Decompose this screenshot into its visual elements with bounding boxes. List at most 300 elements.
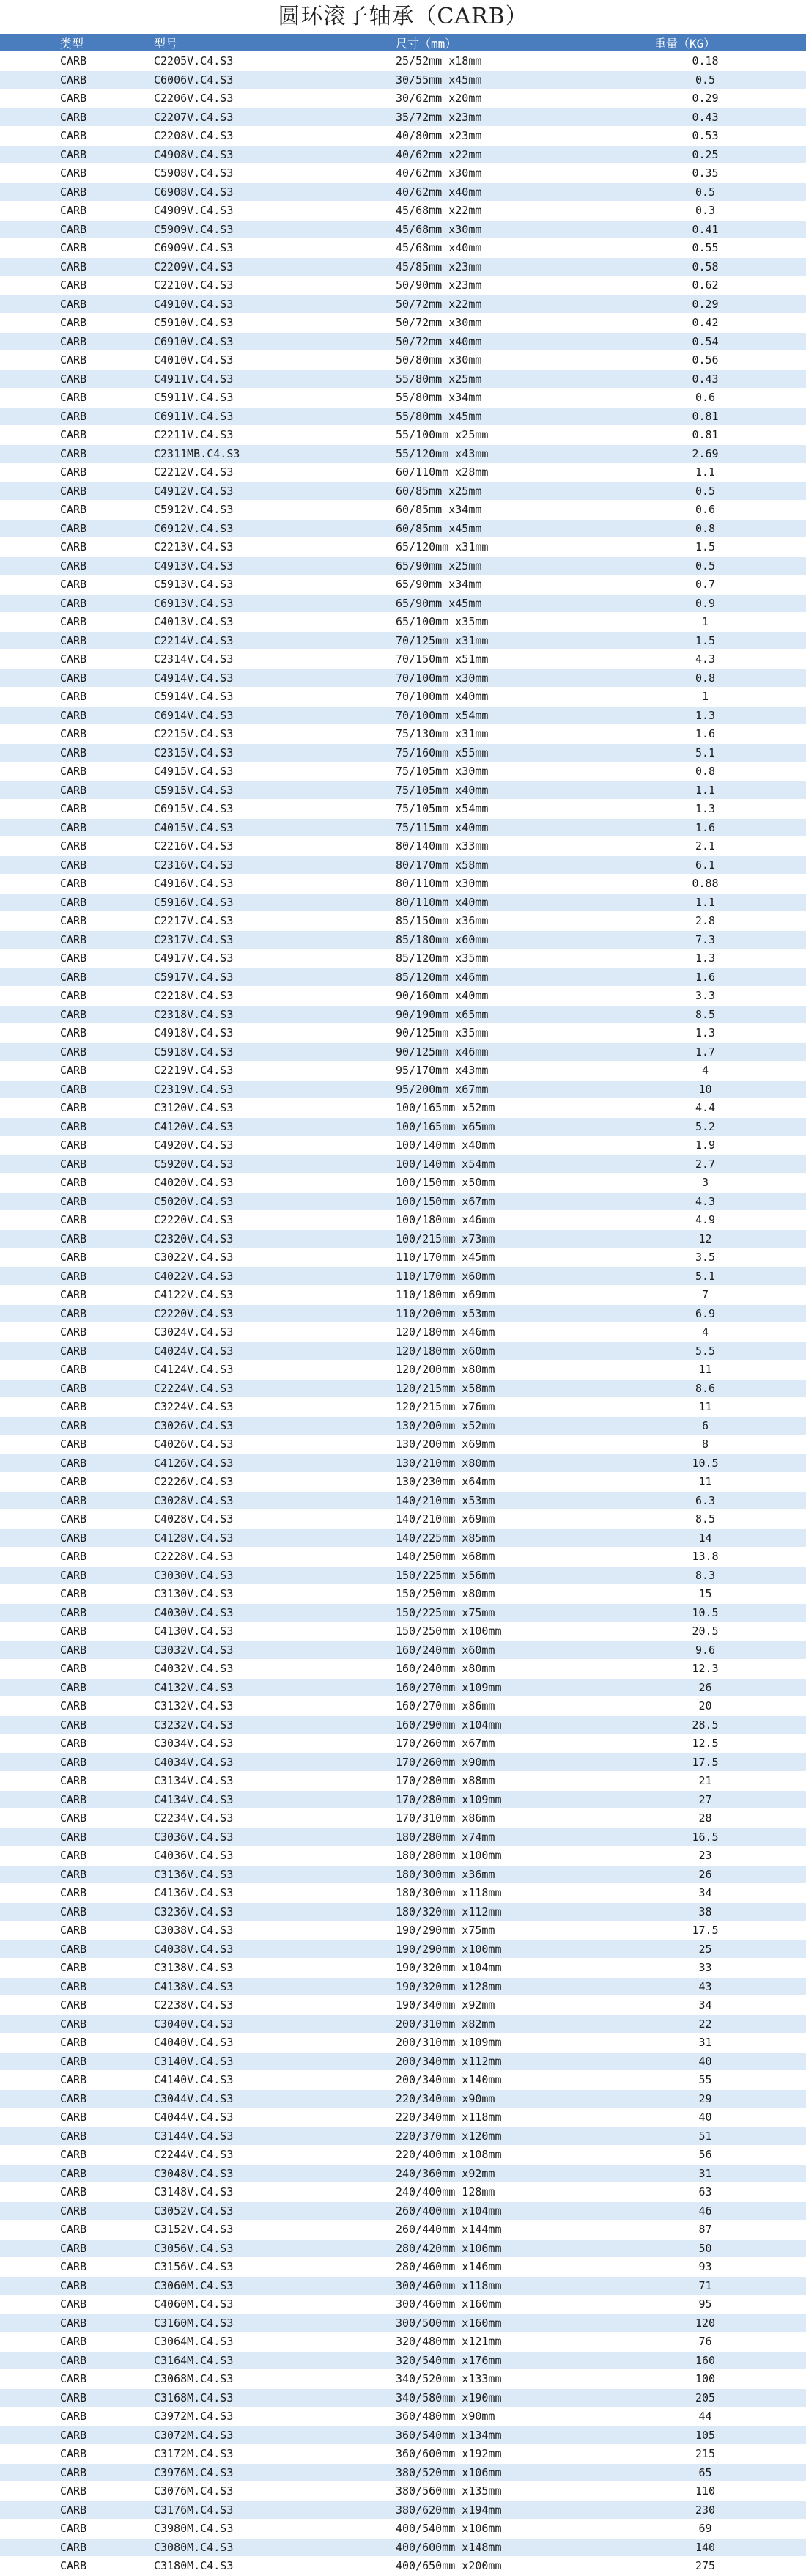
- weight-cell[interactable]: 27: [648, 1790, 806, 1809]
- type-cell[interactable]: CARB: [0, 145, 154, 164]
- model-cell[interactable]: C4136V.C4.S3: [154, 1884, 396, 1903]
- type-cell[interactable]: CARB: [0, 1772, 154, 1791]
- size-cell[interactable]: 60/85mm x45mm: [396, 519, 648, 538]
- weight-cell[interactable]: 6.3: [648, 1491, 806, 1510]
- type-cell[interactable]: CARB: [0, 1585, 154, 1604]
- model-cell[interactable]: C2311MB.C4.S3: [154, 444, 396, 463]
- type-cell[interactable]: CARB: [0, 2370, 154, 2389]
- weight-cell[interactable]: 20: [648, 1697, 806, 1716]
- weight-cell[interactable]: 1.3: [648, 706, 806, 725]
- weight-cell[interactable]: 33: [648, 1959, 806, 1978]
- model-cell[interactable]: C3076M.C4.S3: [154, 2482, 396, 2501]
- weight-cell[interactable]: 9.6: [648, 1641, 806, 1660]
- size-cell[interactable]: 190/290mm x100mm: [396, 1940, 648, 1959]
- type-cell[interactable]: CARB: [0, 202, 154, 221]
- model-cell[interactable]: C2320V.C4.S3: [154, 1229, 396, 1248]
- type-cell[interactable]: CARB: [0, 1510, 154, 1529]
- type-cell[interactable]: CARB: [0, 1211, 154, 1230]
- size-cell[interactable]: 220/370mm x120mm: [396, 2127, 648, 2146]
- type-cell[interactable]: CARB: [0, 1398, 154, 1417]
- size-cell[interactable]: 160/270mm x109mm: [396, 1678, 648, 1697]
- weight-cell[interactable]: 3.5: [648, 1248, 806, 1267]
- model-cell[interactable]: C4038V.C4.S3: [154, 1940, 396, 1959]
- type-cell[interactable]: CARB: [0, 519, 154, 538]
- weight-cell[interactable]: 12.5: [648, 1734, 806, 1753]
- size-cell[interactable]: 85/150mm x36mm: [396, 912, 648, 931]
- weight-cell[interactable]: 4.3: [648, 650, 806, 669]
- weight-cell[interactable]: 11: [648, 1398, 806, 1417]
- type-cell[interactable]: CARB: [0, 1323, 154, 1342]
- size-cell[interactable]: 170/260mm x90mm: [396, 1753, 648, 1772]
- model-cell[interactable]: C2213V.C4.S3: [154, 538, 396, 557]
- model-cell[interactable]: C4126V.C4.S3: [154, 1454, 396, 1473]
- size-cell[interactable]: 50/80mm x30mm: [396, 351, 648, 370]
- weight-cell[interactable]: 29: [648, 2089, 806, 2108]
- weight-cell[interactable]: 26: [648, 1865, 806, 1884]
- size-cell[interactable]: 45/68mm x22mm: [396, 202, 648, 221]
- size-cell[interactable]: 120/180mm x60mm: [396, 1342, 648, 1361]
- type-cell[interactable]: CARB: [0, 1697, 154, 1716]
- weight-cell[interactable]: 34: [648, 1884, 806, 1903]
- weight-cell[interactable]: 1: [648, 613, 806, 632]
- model-cell[interactable]: C4915V.C4.S3: [154, 762, 396, 781]
- type-cell[interactable]: CARB: [0, 89, 154, 108]
- type-cell[interactable]: CARB: [0, 1603, 154, 1622]
- type-cell[interactable]: CARB: [0, 1940, 154, 1959]
- size-cell[interactable]: 80/110mm x40mm: [396, 893, 648, 912]
- size-cell[interactable]: 140/225mm x85mm: [396, 1528, 648, 1548]
- type-cell[interactable]: CARB: [0, 1678, 154, 1697]
- type-cell[interactable]: CARB: [0, 2426, 154, 2445]
- model-cell[interactable]: C2224V.C4.S3: [154, 1379, 396, 1398]
- model-cell[interactable]: C2238V.C4.S3: [154, 1996, 396, 2015]
- type-cell[interactable]: CARB: [0, 2314, 154, 2333]
- weight-cell[interactable]: 0.5: [648, 70, 806, 89]
- size-cell[interactable]: 200/310mm x82mm: [396, 2014, 648, 2034]
- type-cell[interactable]: CARB: [0, 2034, 154, 2053]
- type-cell[interactable]: CARB: [0, 743, 154, 762]
- type-cell[interactable]: CARB: [0, 2127, 154, 2146]
- model-cell[interactable]: C3080M.C4.S3: [154, 2538, 396, 2557]
- type-cell[interactable]: CARB: [0, 1117, 154, 1136]
- size-cell[interactable]: 220/340mm x90mm: [396, 2089, 648, 2108]
- type-cell[interactable]: CARB: [0, 688, 154, 707]
- weight-cell[interactable]: 31: [648, 2034, 806, 2053]
- size-cell[interactable]: 160/240mm x60mm: [396, 1641, 648, 1660]
- weight-cell[interactable]: 21: [648, 1772, 806, 1791]
- weight-cell[interactable]: 160: [648, 2351, 806, 2370]
- weight-cell[interactable]: 230: [648, 2500, 806, 2520]
- weight-cell[interactable]: 55: [648, 2071, 806, 2090]
- type-cell[interactable]: CARB: [0, 2445, 154, 2464]
- model-cell[interactable]: C5909V.C4.S3: [154, 220, 396, 239]
- model-cell[interactable]: C2214V.C4.S3: [154, 631, 396, 650]
- size-cell[interactable]: 320/480mm x121mm: [396, 2333, 648, 2352]
- size-cell[interactable]: 80/140mm x33mm: [396, 837, 648, 856]
- size-cell[interactable]: 55/100mm x25mm: [396, 426, 648, 445]
- type-cell[interactable]: CARB: [0, 2500, 154, 2520]
- weight-cell[interactable]: 17.5: [648, 1921, 806, 1940]
- model-cell[interactable]: C3120V.C4.S3: [154, 1099, 396, 1118]
- size-cell[interactable]: 110/200mm x53mm: [396, 1304, 648, 1323]
- model-cell[interactable]: C3044V.C4.S3: [154, 2089, 396, 2108]
- size-cell[interactable]: 150/225mm x75mm: [396, 1603, 648, 1622]
- size-cell[interactable]: 160/270mm x86mm: [396, 1697, 648, 1716]
- size-cell[interactable]: 55/80mm x45mm: [396, 407, 648, 426]
- weight-cell[interactable]: 13.8: [648, 1548, 806, 1567]
- size-cell[interactable]: 45/68mm x30mm: [396, 220, 648, 239]
- type-cell[interactable]: CARB: [0, 1790, 154, 1809]
- model-cell[interactable]: C4020V.C4.S3: [154, 1174, 396, 1193]
- type-cell[interactable]: CARB: [0, 556, 154, 575]
- weight-cell[interactable]: 3: [648, 1174, 806, 1193]
- weight-cell[interactable]: 1: [648, 688, 806, 707]
- weight-cell[interactable]: 87: [648, 2220, 806, 2240]
- weight-cell[interactable]: 1.1: [648, 463, 806, 482]
- model-cell[interactable]: C2208V.C4.S3: [154, 127, 396, 146]
- model-cell[interactable]: C5911V.C4.S3: [154, 389, 396, 408]
- size-cell[interactable]: 70/100mm x54mm: [396, 706, 648, 725]
- model-cell[interactable]: C2317V.C4.S3: [154, 930, 396, 949]
- type-cell[interactable]: CARB: [0, 1304, 154, 1323]
- weight-cell[interactable]: 1.5: [648, 631, 806, 650]
- type-cell[interactable]: CARB: [0, 1379, 154, 1398]
- type-cell[interactable]: CARB: [0, 407, 154, 426]
- size-cell[interactable]: 190/320mm x128mm: [396, 1977, 648, 1996]
- model-cell[interactable]: C6910V.C4.S3: [154, 332, 396, 351]
- size-cell[interactable]: 110/180mm x69mm: [396, 1286, 648, 1305]
- size-cell[interactable]: 75/105mm x30mm: [396, 762, 648, 781]
- size-cell[interactable]: 100/165mm x65mm: [396, 1117, 648, 1136]
- model-cell[interactable]: C4040V.C4.S3: [154, 2034, 396, 2053]
- model-cell[interactable]: C4060M.C4.S3: [154, 2295, 396, 2314]
- size-cell[interactable]: 35/72mm x23mm: [396, 108, 648, 127]
- size-cell[interactable]: 300/500mm x160mm: [396, 2314, 648, 2333]
- type-cell[interactable]: CARB: [0, 295, 154, 314]
- model-cell[interactable]: C4036V.C4.S3: [154, 1847, 396, 1866]
- model-cell[interactable]: C3236V.C4.S3: [154, 1902, 396, 1921]
- model-cell[interactable]: C5912V.C4.S3: [154, 501, 396, 520]
- model-cell[interactable]: C5908V.C4.S3: [154, 164, 396, 183]
- type-cell[interactable]: CARB: [0, 650, 154, 669]
- model-cell[interactable]: C6908V.C4.S3: [154, 183, 396, 202]
- model-cell[interactable]: C5020V.C4.S3: [154, 1192, 396, 1211]
- weight-cell[interactable]: 0.5: [648, 482, 806, 501]
- weight-cell[interactable]: 26: [648, 1678, 806, 1697]
- type-cell[interactable]: CARB: [0, 389, 154, 408]
- type-cell[interactable]: CARB: [0, 631, 154, 650]
- size-cell[interactable]: 70/100mm x40mm: [396, 688, 648, 707]
- size-cell[interactable]: 70/125mm x31mm: [396, 631, 648, 650]
- weight-cell[interactable]: 12.3: [648, 1660, 806, 1679]
- weight-cell[interactable]: 0.81: [648, 426, 806, 445]
- size-cell[interactable]: 200/310mm x109mm: [396, 2034, 648, 2053]
- size-cell[interactable]: 140/210mm x69mm: [396, 1510, 648, 1529]
- size-cell[interactable]: 70/150mm x51mm: [396, 650, 648, 669]
- weight-cell[interactable]: 11: [648, 1473, 806, 1492]
- model-cell[interactable]: C4912V.C4.S3: [154, 482, 396, 501]
- model-cell[interactable]: C2206V.C4.S3: [154, 89, 396, 108]
- weight-cell[interactable]: 1.6: [648, 968, 806, 987]
- type-cell[interactable]: CARB: [0, 1099, 154, 1118]
- model-cell[interactable]: C3072M.C4.S3: [154, 2426, 396, 2445]
- weight-cell[interactable]: 8: [648, 1435, 806, 1454]
- weight-cell[interactable]: 6.9: [648, 1304, 806, 1323]
- weight-cell[interactable]: 65: [648, 2463, 806, 2482]
- model-cell[interactable]: C2211V.C4.S3: [154, 426, 396, 445]
- type-cell[interactable]: CARB: [0, 762, 154, 781]
- model-cell[interactable]: C3148V.C4.S3: [154, 2183, 396, 2202]
- model-cell[interactable]: C3160M.C4.S3: [154, 2314, 396, 2333]
- model-cell[interactable]: C3156V.C4.S3: [154, 2258, 396, 2277]
- weight-cell[interactable]: 0.5: [648, 183, 806, 202]
- type-cell[interactable]: CARB: [0, 482, 154, 501]
- size-cell[interactable]: 180/300mm x36mm: [396, 1865, 648, 1884]
- weight-cell[interactable]: 0.53: [648, 127, 806, 146]
- weight-cell[interactable]: 0.41: [648, 220, 806, 239]
- weight-cell[interactable]: 0.43: [648, 369, 806, 389]
- weight-cell[interactable]: 11: [648, 1361, 806, 1380]
- size-cell[interactable]: 190/290mm x75mm: [396, 1921, 648, 1940]
- weight-cell[interactable]: 6.1: [648, 855, 806, 875]
- type-cell[interactable]: CARB: [0, 1435, 154, 1454]
- model-cell[interactable]: C4015V.C4.S3: [154, 818, 396, 837]
- model-cell[interactable]: C5914V.C4.S3: [154, 688, 396, 707]
- model-cell[interactable]: C6911V.C4.S3: [154, 407, 396, 426]
- type-cell[interactable]: CARB: [0, 2407, 154, 2426]
- size-cell[interactable]: 180/300mm x118mm: [396, 1884, 648, 1903]
- type-cell[interactable]: CARB: [0, 2258, 154, 2277]
- weight-cell[interactable]: 4.4: [648, 1099, 806, 1118]
- size-cell[interactable]: 60/85mm x34mm: [396, 501, 648, 520]
- weight-cell[interactable]: 7: [648, 1286, 806, 1305]
- model-cell[interactable]: C2318V.C4.S3: [154, 1005, 396, 1024]
- type-cell[interactable]: CARB: [0, 257, 154, 276]
- weight-cell[interactable]: 28.5: [648, 1715, 806, 1734]
- model-cell[interactable]: C3980M.C4.S3: [154, 2520, 396, 2539]
- type-cell[interactable]: CARB: [0, 538, 154, 557]
- size-cell[interactable]: 75/105mm x54mm: [396, 800, 648, 819]
- size-cell[interactable]: 170/280mm x109mm: [396, 1790, 648, 1809]
- weight-cell[interactable]: 40: [648, 2052, 806, 2071]
- model-cell[interactable]: C4022V.C4.S3: [154, 1267, 396, 1286]
- type-cell[interactable]: CARB: [0, 1192, 154, 1211]
- type-cell[interactable]: CARB: [0, 818, 154, 837]
- model-cell[interactable]: C6913V.C4.S3: [154, 594, 396, 613]
- type-cell[interactable]: CARB: [0, 875, 154, 894]
- type-cell[interactable]: CARB: [0, 968, 154, 987]
- model-cell[interactable]: C2212V.C4.S3: [154, 463, 396, 482]
- weight-cell[interactable]: 140: [648, 2538, 806, 2557]
- size-cell[interactable]: 40/62mm x30mm: [396, 164, 648, 183]
- type-cell[interactable]: CARB: [0, 1342, 154, 1361]
- weight-cell[interactable]: 0.3: [648, 202, 806, 221]
- type-cell[interactable]: CARB: [0, 1005, 154, 1024]
- type-cell[interactable]: CARB: [0, 1155, 154, 1174]
- size-cell[interactable]: 65/90mm x34mm: [396, 575, 648, 595]
- model-cell[interactable]: C5913V.C4.S3: [154, 575, 396, 595]
- size-cell[interactable]: 140/250mm x68mm: [396, 1548, 648, 1567]
- size-cell[interactable]: 100/150mm x67mm: [396, 1192, 648, 1211]
- model-cell[interactable]: C3030V.C4.S3: [154, 1566, 396, 1585]
- size-cell[interactable]: 85/120mm x46mm: [396, 968, 648, 987]
- weight-cell[interactable]: 8.5: [648, 1510, 806, 1529]
- weight-cell[interactable]: 2.1: [648, 837, 806, 856]
- weight-cell[interactable]: 46: [648, 2201, 806, 2220]
- type-cell[interactable]: CARB: [0, 2276, 154, 2295]
- model-cell[interactable]: C2219V.C4.S3: [154, 1061, 396, 1081]
- model-cell[interactable]: C2315V.C4.S3: [154, 743, 396, 762]
- type-cell[interactable]: CARB: [0, 332, 154, 351]
- type-cell[interactable]: CARB: [0, 930, 154, 949]
- model-cell[interactable]: C3068M.C4.S3: [154, 2370, 396, 2389]
- model-cell[interactable]: C6914V.C4.S3: [154, 706, 396, 725]
- size-cell[interactable]: 75/160mm x55mm: [396, 743, 648, 762]
- weight-cell[interactable]: 105: [648, 2426, 806, 2445]
- model-cell[interactable]: C4138V.C4.S3: [154, 1977, 396, 1996]
- size-cell[interactable]: 100/140mm x40mm: [396, 1136, 648, 1155]
- size-cell[interactable]: 100/140mm x54mm: [396, 1155, 648, 1174]
- type-cell[interactable]: CARB: [0, 463, 154, 482]
- size-cell[interactable]: 65/90mm x45mm: [396, 594, 648, 613]
- model-cell[interactable]: C4917V.C4.S3: [154, 949, 396, 968]
- size-cell[interactable]: 100/180mm x46mm: [396, 1211, 648, 1230]
- model-cell[interactable]: C4028V.C4.S3: [154, 1510, 396, 1529]
- model-cell[interactable]: C2319V.C4.S3: [154, 1080, 396, 1099]
- weight-cell[interactable]: 0.6: [648, 501, 806, 520]
- model-cell[interactable]: C6909V.C4.S3: [154, 239, 396, 258]
- type-cell[interactable]: CARB: [0, 1977, 154, 1996]
- weight-cell[interactable]: 5.1: [648, 743, 806, 762]
- size-cell[interactable]: 30/55mm x45mm: [396, 70, 648, 89]
- weight-cell[interactable]: 1.6: [648, 818, 806, 837]
- model-cell[interactable]: C4122V.C4.S3: [154, 1286, 396, 1305]
- weight-cell[interactable]: 8.6: [648, 1379, 806, 1398]
- type-cell[interactable]: CARB: [0, 1959, 154, 1978]
- weight-cell[interactable]: 0.8: [648, 669, 806, 688]
- type-cell[interactable]: CARB: [0, 1548, 154, 1567]
- size-cell[interactable]: 110/170mm x45mm: [396, 1248, 648, 1267]
- model-cell[interactable]: C4908V.C4.S3: [154, 145, 396, 164]
- weight-cell[interactable]: 28: [648, 1809, 806, 1828]
- model-cell[interactable]: C3176M.C4.S3: [154, 2500, 396, 2520]
- size-cell[interactable]: 60/110mm x28mm: [396, 463, 648, 482]
- size-cell[interactable]: 150/225mm x56mm: [396, 1566, 648, 1585]
- weight-cell[interactable]: 0.8: [648, 519, 806, 538]
- model-cell[interactable]: C4132V.C4.S3: [154, 1678, 396, 1697]
- type-cell[interactable]: CARB: [0, 1809, 154, 1828]
- weight-cell[interactable]: 0.29: [648, 89, 806, 108]
- size-cell[interactable]: 170/260mm x67mm: [396, 1734, 648, 1753]
- size-cell[interactable]: 130/230mm x64mm: [396, 1473, 648, 1492]
- weight-cell[interactable]: 0.18: [648, 52, 806, 71]
- weight-cell[interactable]: 110: [648, 2482, 806, 2501]
- type-cell[interactable]: CARB: [0, 164, 154, 183]
- size-cell[interactable]: 190/340mm x92mm: [396, 1996, 648, 2015]
- model-cell[interactable]: C2217V.C4.S3: [154, 912, 396, 931]
- type-cell[interactable]: CARB: [0, 1884, 154, 1903]
- type-cell[interactable]: CARB: [0, 912, 154, 931]
- size-cell[interactable]: 85/120mm x35mm: [396, 949, 648, 968]
- weight-cell[interactable]: 0.58: [648, 257, 806, 276]
- type-cell[interactable]: CARB: [0, 613, 154, 632]
- size-cell[interactable]: 50/72mm x22mm: [396, 295, 648, 314]
- model-cell[interactable]: C2220V.C4.S3: [154, 1304, 396, 1323]
- weight-cell[interactable]: 120: [648, 2314, 806, 2333]
- size-cell[interactable]: 45/85mm x23mm: [396, 257, 648, 276]
- model-cell[interactable]: C3136V.C4.S3: [154, 1865, 396, 1884]
- weight-cell[interactable]: 4.3: [648, 1192, 806, 1211]
- weight-cell[interactable]: 10: [648, 1080, 806, 1099]
- weight-cell[interactable]: 275: [648, 2557, 806, 2576]
- type-cell[interactable]: CARB: [0, 594, 154, 613]
- model-cell[interactable]: C3056V.C4.S3: [154, 2239, 396, 2258]
- size-cell[interactable]: 260/400mm x104mm: [396, 2201, 648, 2220]
- model-cell[interactable]: C5920V.C4.S3: [154, 1155, 396, 1174]
- weight-cell[interactable]: 0.5: [648, 556, 806, 575]
- type-cell[interactable]: CARB: [0, 2557, 154, 2576]
- model-cell[interactable]: C3180M.C4.S3: [154, 2557, 396, 2576]
- model-cell[interactable]: C2210V.C4.S3: [154, 276, 396, 295]
- size-cell[interactable]: 55/80mm x25mm: [396, 369, 648, 389]
- model-cell[interactable]: C3140V.C4.S3: [154, 2052, 396, 2071]
- weight-cell[interactable]: 0.43: [648, 108, 806, 127]
- weight-cell[interactable]: 0.7: [648, 575, 806, 595]
- type-cell[interactable]: CARB: [0, 1528, 154, 1548]
- type-cell[interactable]: CARB: [0, 1566, 154, 1585]
- model-cell[interactable]: C2220V.C4.S3: [154, 1211, 396, 1230]
- size-cell[interactable]: 45/68mm x40mm: [396, 239, 648, 258]
- weight-cell[interactable]: 1.3: [648, 949, 806, 968]
- weight-cell[interactable]: 1.7: [648, 1042, 806, 1061]
- model-cell[interactable]: C6912V.C4.S3: [154, 519, 396, 538]
- size-cell[interactable]: 180/280mm x74mm: [396, 1828, 648, 1847]
- weight-cell[interactable]: 1.6: [648, 725, 806, 744]
- type-cell[interactable]: CARB: [0, 669, 154, 688]
- model-cell[interactable]: C3972M.C4.S3: [154, 2407, 396, 2426]
- type-cell[interactable]: CARB: [0, 1229, 154, 1248]
- weight-cell[interactable]: 12: [648, 1229, 806, 1248]
- model-cell[interactable]: C3172M.C4.S3: [154, 2445, 396, 2464]
- type-cell[interactable]: CARB: [0, 276, 154, 295]
- model-cell[interactable]: C2207V.C4.S3: [154, 108, 396, 127]
- weight-cell[interactable]: 0.35: [648, 164, 806, 183]
- model-cell[interactable]: C3032V.C4.S3: [154, 1641, 396, 1660]
- model-cell[interactable]: C3134V.C4.S3: [154, 1772, 396, 1791]
- size-cell[interactable]: 200/340mm x140mm: [396, 2071, 648, 2090]
- model-cell[interactable]: C3060M.C4.S3: [154, 2276, 396, 2295]
- type-cell[interactable]: CARB: [0, 1660, 154, 1679]
- type-cell[interactable]: CARB: [0, 575, 154, 595]
- type-cell[interactable]: CARB: [0, 2520, 154, 2539]
- size-cell[interactable]: 360/540mm x134mm: [396, 2426, 648, 2445]
- type-cell[interactable]: CARB: [0, 1828, 154, 1847]
- size-cell[interactable]: 340/520mm x133mm: [396, 2370, 648, 2389]
- size-cell[interactable]: 190/320mm x104mm: [396, 1959, 648, 1978]
- weight-cell[interactable]: 2.8: [648, 912, 806, 931]
- size-cell[interactable]: 240/360mm x92mm: [396, 2164, 648, 2183]
- weight-cell[interactable]: 6: [648, 1416, 806, 1435]
- type-cell[interactable]: CARB: [0, 2538, 154, 2557]
- model-cell[interactable]: C6006V.C4.S3: [154, 70, 396, 89]
- size-cell[interactable]: 400/540mm x106mm: [396, 2520, 648, 2539]
- size-cell[interactable]: 95/200mm x67mm: [396, 1080, 648, 1099]
- weight-cell[interactable]: 5.2: [648, 1117, 806, 1136]
- size-cell[interactable]: 130/200mm x69mm: [396, 1435, 648, 1454]
- type-cell[interactable]: CARB: [0, 800, 154, 819]
- weight-cell[interactable]: 1.9: [648, 1136, 806, 1155]
- weight-cell[interactable]: 0.54: [648, 332, 806, 351]
